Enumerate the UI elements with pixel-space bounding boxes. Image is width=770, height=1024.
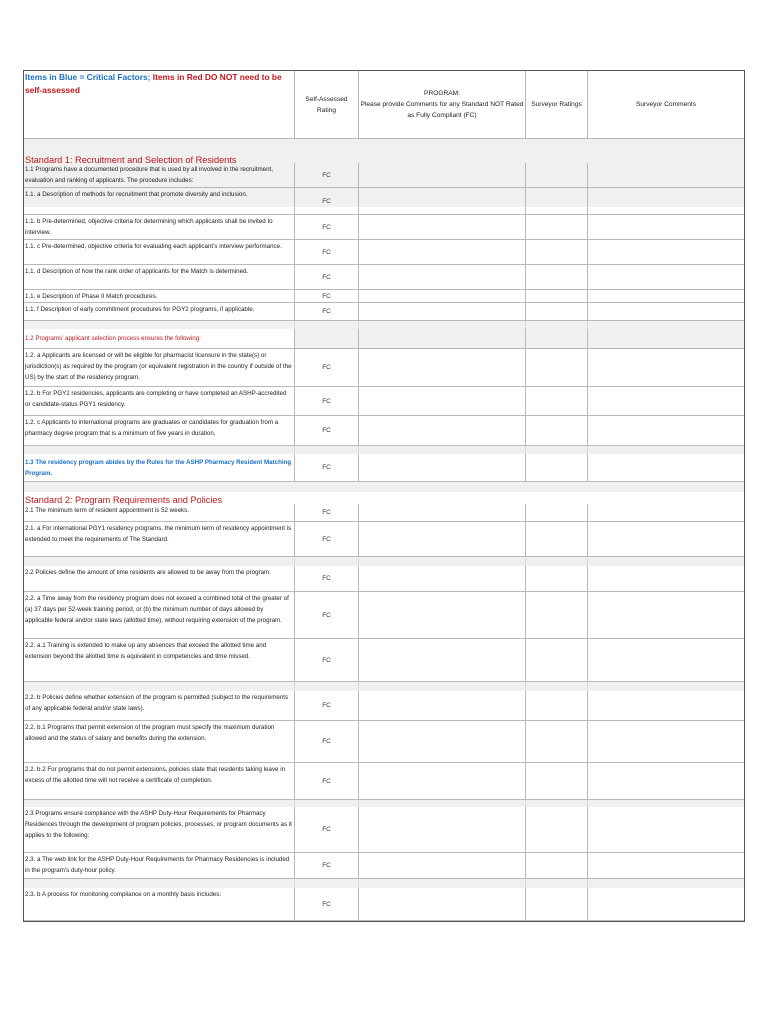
header-surveyor-ratings: Surveyor Ratings [526, 71, 588, 139]
item-row: 2.2 Policies define the amount of time residents are allowed to be away from the program. FC [24, 566, 744, 592]
rating-cell[interactable]: FC [295, 416, 359, 446]
surveyor-comment-cell[interactable] [588, 349, 744, 387]
item-row: 1.1. f Description of early commitment procedures for PGY2 programs, if applicable. FC [24, 303, 744, 321]
rating-cell[interactable]: FC [295, 454, 359, 482]
program-comment-cell[interactable] [359, 592, 526, 639]
surveyor-comment-cell[interactable] [588, 853, 744, 879]
rating-cell[interactable]: FC [295, 592, 359, 639]
surveyor-rating-cell[interactable] [526, 290, 588, 303]
surveyor-comment-cell[interactable] [588, 265, 744, 290]
surveyor-comment-cell[interactable] [588, 387, 744, 416]
program-comment-cell[interactable] [359, 763, 526, 800]
surveyor-comment-cell[interactable] [588, 721, 744, 763]
surveyor-rating-cell[interactable] [526, 639, 588, 682]
surveyor-rating-cell[interactable] [526, 721, 588, 763]
rating-cell[interactable]: FC [295, 290, 359, 303]
gray-band [24, 879, 744, 888]
item-row: 2.2. b Policies define whether extension of the program is permitted (subject to the requirements of any applicable federal and/or state laws). FC [24, 691, 744, 721]
item-row: 2.2. a Time away from the residency program does not exceed a combined total of the greater of (a) 37 days per 52-week training period, or (b) the minimum number of days allowed by applicable federal and/or state laws (allotted time), without requiring extension of the program. FC [24, 592, 744, 639]
item-row: 1.1. c Pre-determined, objective criteria for evaluating each applicant’s interview performance. FC [24, 240, 744, 265]
item-row: 1.2. c Applicants to international programs are graduates or candidates for graduation from a pharmacy degree program that is a minimum of five years in duration. FC [24, 416, 744, 446]
program-comment-cell[interactable] [359, 387, 526, 416]
item-row: 2.1. a For international PGY1 residency programs, the minimum term of residency appointment is extended to meet the requirements of The Standard. FC [24, 522, 744, 557]
program-comment-cell[interactable] [359, 639, 526, 682]
legend-critical-factors: Items in Blue = Critical Factors; [25, 72, 151, 82]
surveyor-comment-cell[interactable] [588, 240, 744, 265]
surveyor-comment-cell[interactable] [588, 188, 744, 215]
item-row: 2.3. b A process for monitoring compliance on a monthly basis includes: FC [24, 888, 744, 921]
gray-band [24, 482, 744, 492]
program-comment-cell[interactable] [359, 888, 526, 921]
surveyor-comment-cell[interactable] [588, 522, 744, 557]
header-self-assessed-rating: Self-Assessed Rating [295, 71, 359, 139]
gray-band [24, 800, 744, 807]
gray-band [24, 321, 744, 329]
rating-cell[interactable]: FC [295, 691, 359, 721]
surveyor-rating-cell[interactable] [526, 349, 588, 387]
surveyor-rating-cell[interactable] [526, 215, 588, 240]
surveyor-comment-cell[interactable] [588, 763, 744, 800]
item-row: 2.2. a.1 Training is extended to make up any absences that exceed the allotted time and extension beyond the allotted time is equivalent in competencies and time missed. FC [24, 639, 744, 682]
standard-1-heading: Standard 1: Recruitment and Selection of Residents [25, 155, 237, 165]
surveyor-comment-cell[interactable] [588, 454, 744, 482]
surveyor-comment-cell[interactable] [588, 416, 744, 446]
surveyor-rating-cell[interactable] [526, 763, 588, 800]
rating-cell[interactable]: FC [295, 721, 359, 763]
surveyor-rating-cell[interactable] [526, 691, 588, 721]
rating-cell[interactable]: FC [295, 215, 359, 240]
program-comment-cell[interactable] [359, 215, 526, 240]
program-comment-cell[interactable] [359, 303, 526, 321]
rating-cell[interactable]: FC [295, 566, 359, 592]
program-comment-cell[interactable] [359, 188, 526, 215]
surveyor-rating-cell[interactable] [526, 163, 588, 188]
rating-cell[interactable]: FC [295, 763, 359, 800]
surveyor-rating-cell[interactable] [526, 888, 588, 921]
item-row: 1.1 Programs have a documented procedure that is used by all involved in the recruitment, evaluation and ranking of applicants. The procedure includes: FC [24, 163, 744, 188]
item-row: 2.2. b.2 For programs that do not permit extensions, policies state that residents taking leave in excess of the allotted time will not receive a certificate of completion. FC [24, 763, 744, 800]
surveyor-rating-cell[interactable] [526, 592, 588, 639]
surveyor-rating-cell[interactable] [526, 807, 588, 853]
program-comment-cell[interactable] [359, 691, 526, 721]
surveyor-rating-cell[interactable] [526, 240, 588, 265]
item-row-critical-factor: 1.3 The residency program abides by the Rules for the ASHP Pharmacy Resident Matching Program. FC [24, 454, 744, 482]
surveyor-rating-cell[interactable] [526, 522, 588, 557]
item-row: 1.2. b For PGY2 residencies, applicants are completing or have completed an ASHP-accredited or candidate-status PGY1 residency. FC [24, 387, 744, 416]
item-row: 2.3 Programs ensure compliance with the ASHP Duty-Hour Requirements for Pharmacy Residences through the development of program policies, processes, or program documents as it applies to the following: FC [24, 807, 744, 853]
item-row: 2.3. a The web link for the ASHP Duty-Hour Requirements for Pharmacy Residencies is included in the program’s duty-hour policy. FC [24, 853, 744, 879]
header-program-comments [359, 71, 526, 139]
surveyor-comment-cell[interactable] [588, 639, 744, 682]
rating-cell[interactable]: FC [295, 303, 359, 321]
header-surveyor-comments: Surveyor Comments [588, 71, 744, 139]
program-comment-cell[interactable] [359, 454, 526, 482]
legend-cell [24, 71, 295, 139]
item-row: 2.2. b.1 Programs that permit extension of the program must specify the maximum duration allowed and the status of salary and benefits during the extension. FC [24, 721, 744, 763]
header-program-label: PROGRAM: [424, 90, 460, 97]
surveyor-rating-cell[interactable] [526, 504, 588, 522]
item-row: 2.1 The minimum term of resident appointment is 52 weeks. FC [24, 504, 744, 522]
surveyor-rating-cell[interactable] [526, 303, 588, 321]
rating-cell[interactable]: FC [295, 349, 359, 387]
surveyor-comment-cell[interactable] [588, 303, 744, 321]
surveyor-comment-cell[interactable] [588, 888, 744, 921]
rating-cell[interactable]: FC [295, 888, 359, 921]
surveyor-rating-cell[interactable] [526, 416, 588, 446]
item-row: 1.1. e Description of Phase II Match procedures. FC [24, 290, 744, 303]
gray-band [24, 682, 744, 691]
rating-cell[interactable]: FC [295, 504, 359, 522]
surveyor-comment-cell[interactable] [588, 163, 744, 188]
rating-cell[interactable]: FC [295, 522, 359, 557]
gray-band [24, 446, 744, 454]
surveyor-comment-cell[interactable] [588, 215, 744, 240]
program-comment-cell[interactable] [359, 163, 526, 188]
surveyor-comment-cell[interactable] [588, 691, 744, 721]
item-row: 1.1. d Description of how the rank order of applicants for the Match is determined. FC [24, 265, 744, 290]
rating-cell[interactable]: FC [295, 387, 359, 416]
surveyor-rating-cell[interactable] [526, 188, 588, 215]
program-comment-cell[interactable] [359, 522, 526, 557]
surveyor-comment-cell[interactable] [588, 290, 744, 303]
surveyor-comment-cell[interactable] [588, 566, 744, 592]
header-program-instructions: Please provide Comments for any Standard NOT Rated as Fully Compliant (FC) [360, 101, 524, 119]
rating-cell[interactable]: FC [295, 639, 359, 682]
surveyor-rating-cell[interactable] [526, 265, 588, 290]
item-row: 1.2. a Applicants are licensed or will be eligible for pharmacist licensure in the state(s) or jurisdiction(s) as required by the program (or equivalent registration in the country if outside of the US) by the start of the residency program. FC [24, 349, 744, 387]
surveyor-comment-cell[interactable] [588, 592, 744, 639]
legend-not-self-assessed: Items in Red DO NOT need to be self-assessed [25, 72, 282, 95]
surveyor-rating-cell[interactable] [526, 566, 588, 592]
surveyor-comment-cell[interactable] [588, 807, 744, 853]
gray-band [24, 557, 744, 566]
program-comment-cell[interactable] [359, 349, 526, 387]
item-row-not-self-assessed: 1.2 Programs’ applicant selection process ensures the following: [24, 329, 744, 349]
surveyor-comment-cell[interactable] [588, 504, 744, 522]
rating-cell[interactable]: FC [295, 807, 359, 853]
rating-cell[interactable]: FC [295, 240, 359, 265]
program-comment-cell[interactable] [359, 240, 526, 265]
rating-cell[interactable]: FC [295, 163, 359, 188]
rating-cell[interactable]: FC [295, 188, 359, 215]
program-comment-cell[interactable] [359, 807, 526, 853]
rating-cell[interactable]: FC [295, 853, 359, 879]
surveyor-rating-cell[interactable] [526, 387, 588, 416]
program-comment-cell[interactable] [359, 504, 526, 522]
program-comment-cell[interactable] [359, 721, 526, 763]
program-comment-cell[interactable] [359, 416, 526, 446]
standard-2-heading: Standard 2: Program Requirements and Policies [25, 495, 223, 505]
header-row [24, 71, 744, 139]
program-comment-cell[interactable] [359, 265, 526, 290]
program-comment-cell[interactable] [359, 566, 526, 592]
program-comment-cell[interactable] [359, 290, 526, 303]
item-row: 1.1. a Description of methods for recruitment that promote diversity and inclusion. FC [24, 188, 744, 215]
surveyor-rating-cell[interactable] [526, 853, 588, 879]
surveyor-rating-cell[interactable] [526, 454, 588, 482]
item-row: 1.1. b Pre-determined, objective criteria for determining which applicants shall be invited to interview. FC [24, 215, 744, 240]
program-comment-cell[interactable] [359, 853, 526, 879]
rating-cell[interactable]: FC [295, 265, 359, 290]
self-assessment-sheet [23, 70, 745, 922]
